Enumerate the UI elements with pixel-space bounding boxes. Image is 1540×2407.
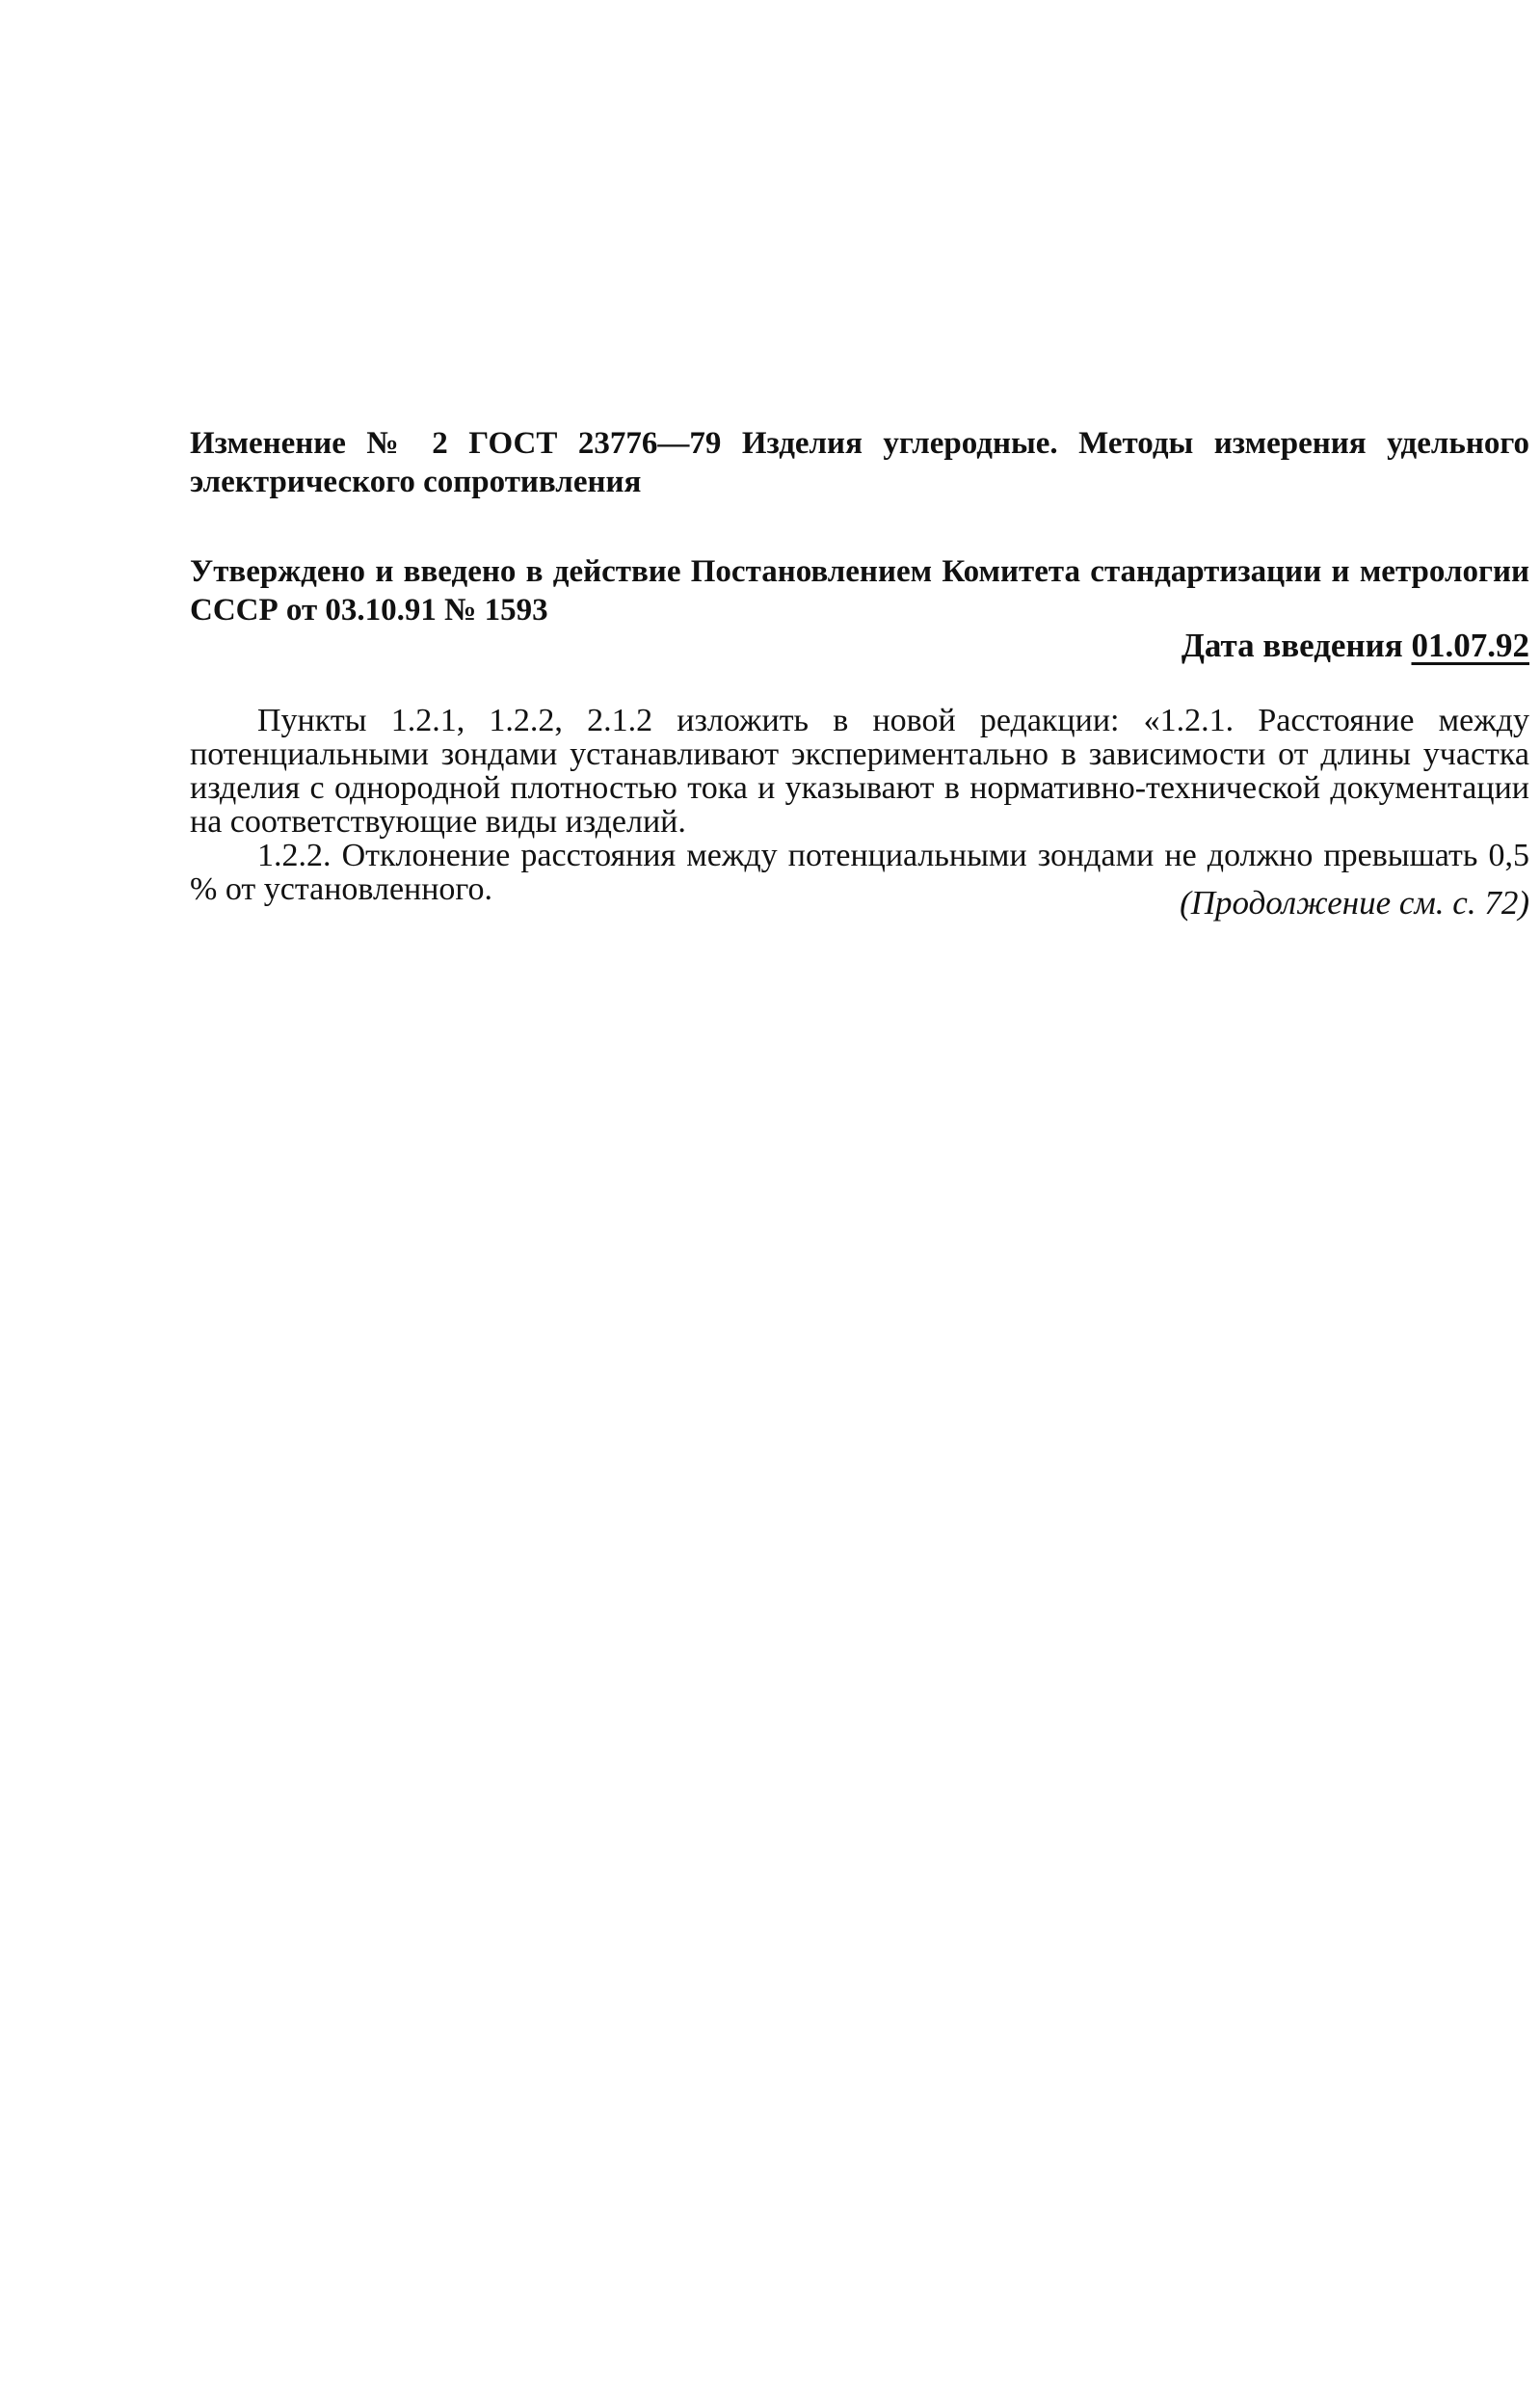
effective-date-label: Дата введения (1181, 627, 1403, 664)
continuation-note: (Продолжение см. с. 72) (1180, 884, 1529, 922)
effective-date-value: 01.07.92 (1411, 627, 1529, 664)
amendment-body (190, 704, 1529, 906)
paragraph-clauses-1-2-1: Пункты 1.2.1, 1.2.2, 2.1.2 изложить в новой редакции: «1.2.1. Расстояние между потенциальными зондами устанавливают экспериментально в зависимости от длины участка изделия с однородной плотностью тока и указывают в нормативно-технической документации на соответствующие виды изделий. (190, 703, 1529, 840)
amendment-title: Изменение № 2 ГОСТ 23776—79 Изделия углеродные. Методы измерения удельного электрического сопротивления (190, 426, 1529, 499)
paragraph-clause-1-2-2: 1.2.2. Отклонение расстояния между потенциальными зондами не должно превышать 0,5 % от установленного. (190, 838, 1529, 907)
effective-date-line (190, 625, 1529, 667)
approval-statement: Утверждено и введено в действие Постановлением Комитета стандартизации и метрологии СССР от 03.10.91 № 1593 (190, 554, 1529, 628)
